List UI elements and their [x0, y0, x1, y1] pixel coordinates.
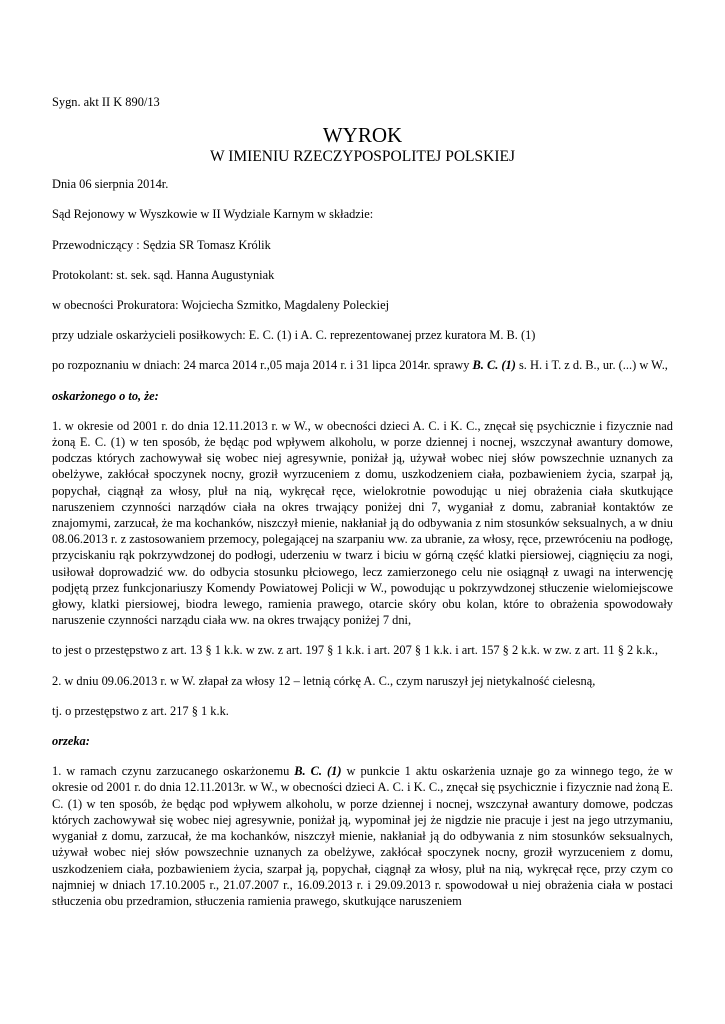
prosecutor-line: w obecności Prokuratora: Wojciecha Szmitko, Magdaleny Poleckiej — [52, 298, 390, 313]
defendant-name: B. C. (1) — [472, 358, 516, 373]
court-line: Sąd Rejonowy w Wyszkowie w II Wydziale Karnym w składzie: — [52, 207, 374, 222]
charge-2-paragraph: 2. w dniu 09.06.2013 r. w W. złapał za włosy 12 – letnią córkę A. C., czym naruszył jej nietykalność cielesną, — [52, 673, 596, 688]
ruling-heading: orzeka: — [52, 734, 90, 749]
ruling-1-defendant-name: B. C. (1) — [294, 764, 342, 779]
hearing-paragraph — [52, 357, 673, 373]
ruling-1-paragraph — [52, 763, 673, 909]
case-number: Sygn. akt II K 890/13 — [52, 95, 160, 109]
clerk-line: Protokolant: st. sek. sąd. Hanna Augustyniak — [52, 267, 275, 282]
date-line: Dnia 06 sierpnia 2014r. — [52, 177, 169, 192]
charge-1-paragraph: 1. w okresie od 2001 r. do dnia 12.11.2013 r. w W., w obecności dzieci A. C. i K. C., znęcał się psychicznie i fizycznie nad żoną E. C. (1) w ten sposób, że będąc pod wpływem alkoholu, w porze dziennej i nocnej, wszczynał awantury domowe, podczas których zachowywał się wobec niej agresywnie, poniżał ją, używał wobec niej słów powszechnie uznanych za obelżywe, zakłócał spoczynek nocny, groził wyrzuceniem z domu, uszkodzeniem ciała, pozbawieniem życia, szarpał ją, popychał, ciągnął za włosy, pluł na nią, wykręcał ręce, wielokrotnie powodując u niej obrażenia ciała skutkujące naruszeniem czynności narządów ciała na okres trwający poniżej dni 7, wyganiał z domu, zabraniał kontaktów ze znajomymi, zarzucał, że ma kochanków, niszczył mienie, nakłaniał ją do odbywania z nim stosunków seksualnych, a w dniu 08.06.2013 r. z zastosowaniem przemocy, polegającej na szarpaniu ww. za ubranie, za włosy, ręce, przewróceniu na podłogę, przyciskaniu rąk pokrzywdzonej do podłogi, uderzeniu w twarz i biciu w górną część klatki piersiowej, ciągnięciu za nogi, usiłował doprowadzić ww. do odbycia stosunku płciowego, lecz zamierzonego celu nie osiągnął z uwagi na interwencję podjętą przez funkcjonariuszy Komendy Powiatowej Policji w W., powodując u pokrzywdzonej stłuczenie wielomiejscowe głowy, klatki piersiowej, biodra lewego, ramienia prawego, otarcie skóry obu kolan, które to obrażenia spowodowały naruszenie czynności narządu ciała ww. na okres trwający poniżej 7 dni, — [52, 418, 673, 628]
document-title: WYROK — [322, 123, 403, 148]
hearing-text-before: po rozpoznaniu w dniach: 24 marca 2014 r.,05 maja 2014 r. i 31 lipca 2014r. sprawy — [52, 358, 473, 373]
auxiliary-prosecutors-line: przy udziale oskarżycieli posiłkowych: E. C. (1) i A. C. reprezentowanej przez kuratora M. B. (1) — [52, 328, 536, 343]
ruling-1-text-after: w punkcie 1 aktu oskarżenia uznaje go za winnego tego, że w okresie od 2001 r. do dnia 12.11.2013r. w W., w obecności dzieci A. C. i K. C., znęcał się psychicznie i fizycznie nad żoną E. C. (1) w ten sposób, że będąc pod wpływem alkoholu, w porze dziennej i nocnej, wszczynał awantury domowe, podczas których zachowywał się wobec niej agresywnie, poniżał ją, wypominał jej że nigdzie nie pracuje i jest na jego utrzymaniu, wyganiał z domu, zarzucał, że ma kochanków, niszczył mienie, nakłaniał ją do odbywania z nim stosunków seksualnych, używał wobec niej słów powszechnie uznanych za obelżywe, zakłócał spoczynek nocny, groził wyrzuceniem z domu, uszkodzeniem ciała, pozbawieniem życia, szarpał ją, popychał, ciągnął za włosy, pluł na nią, wykręcał ręce, przy czym co najmniej w dniach 17.10.2005 r., 21.07.2007 r., 16.09.2013 r. i 29.09.2013 r. spowodował u niej obrażenia ciała w postaci stłuczenia obu przedramion, stłuczenia ramienia prawego, skutkujące naruszeniem — [52, 764, 673, 908]
hearing-text-after: s. H. i T. z d. B., ur. (...) w W., — [515, 358, 668, 373]
document-subtitle: W IMIENIU RZECZYPOSPOLITEJ POLSKIEJ — [210, 148, 515, 166]
ruling-1-text-before: 1. w ramach czynu zarzucanego oskarżonemu — [52, 764, 295, 779]
chair-line: Przewodniczący : Sędzia SR Tomasz Królik — [52, 237, 271, 252]
charge-1-qualification: to jest o przestępstwo z art. 13 § 1 k.k. w zw. z art. 197 § 1 k.k. i art. 207 § 1 k.k. i art. 157 § 2 k.k. w zw. z art. 11 § 2 k.k., — [52, 643, 658, 658]
charge-2-qualification: tj. o przestępstwo z art. 217 § 1 k.k. — [52, 703, 229, 718]
accused-heading: oskarżonego o to, że: — [52, 388, 159, 403]
